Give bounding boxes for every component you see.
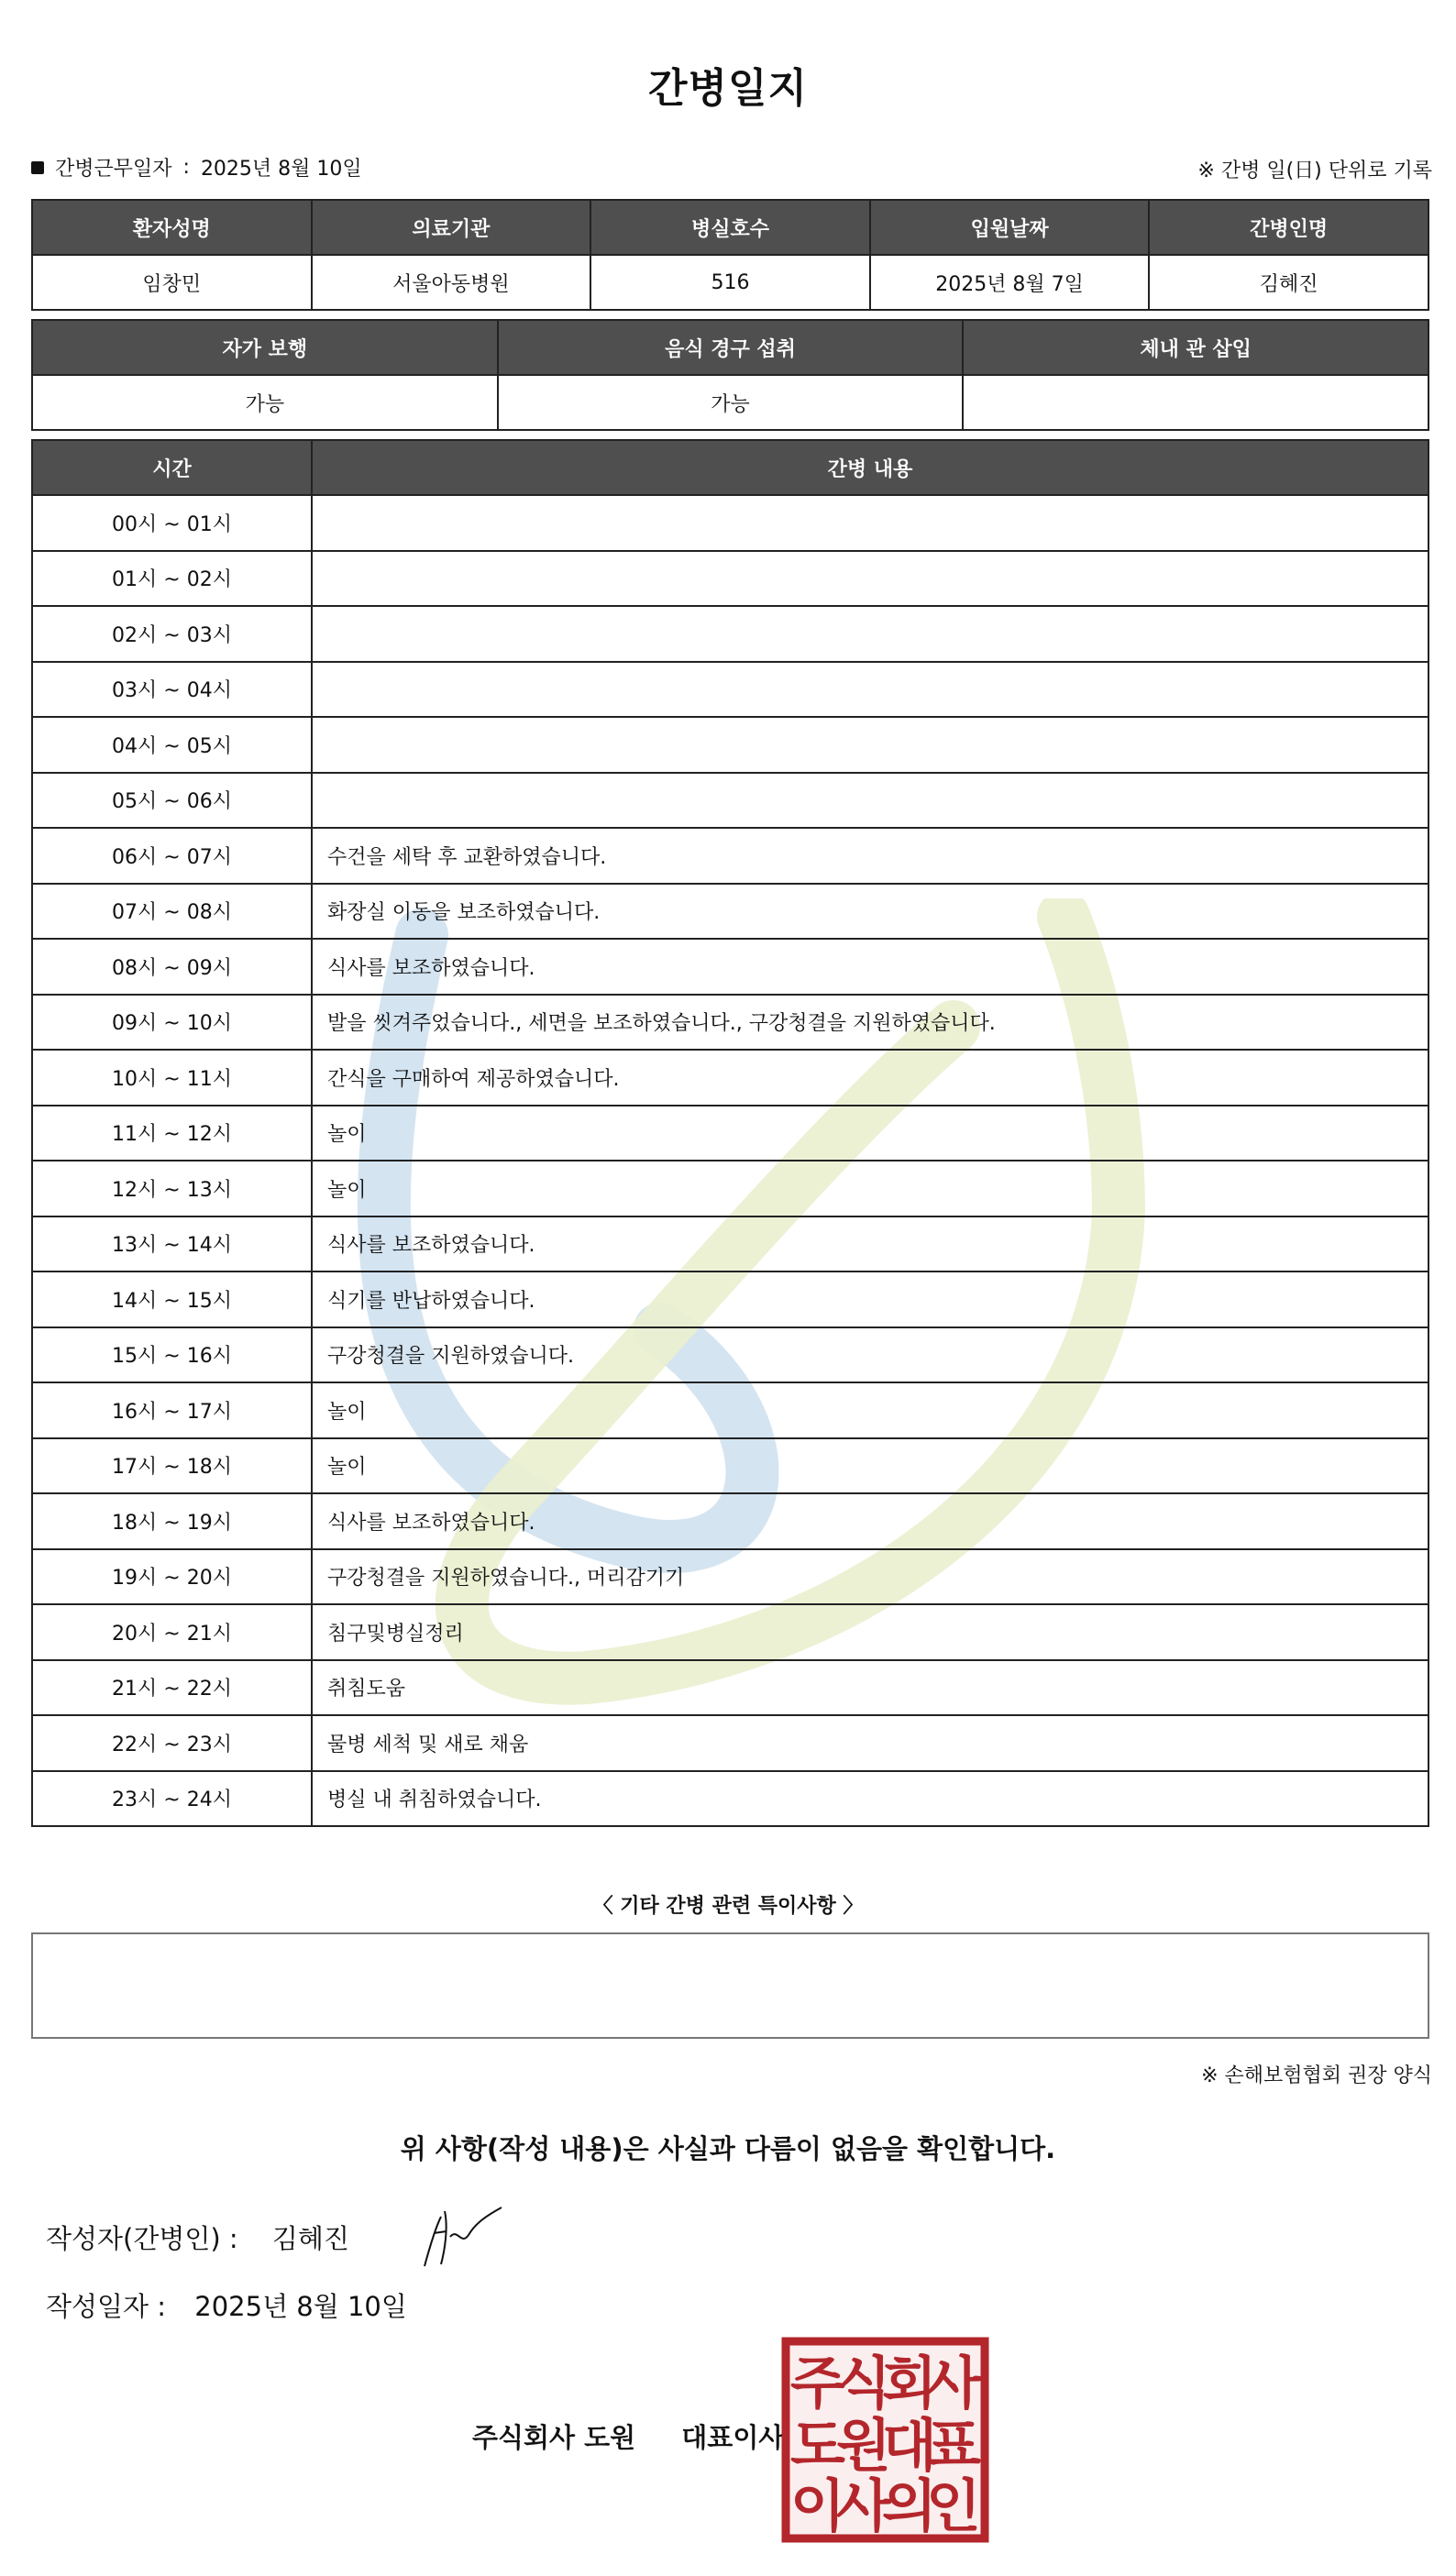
table-row [32, 995, 1428, 1051]
header-admission-date: 입원날짜 [870, 200, 1150, 255]
time-slot: 09시 ~ 10시 [32, 995, 312, 1051]
svg-text:식: 식 [836, 2350, 891, 2416]
written-date-label: 작성일자 : [46, 2291, 167, 2322]
care-content: 화장실 이동을 보조하였습니다. [312, 884, 1428, 940]
table-row [32, 606, 1428, 662]
document-title: 간병일지 [647, 65, 808, 112]
writer-label: 작성자(간병인) : [46, 2223, 238, 2254]
time-slot: 05시 ~ 06시 [32, 773, 312, 829]
table-row [32, 939, 1428, 995]
table-row [32, 884, 1428, 940]
care-content: 식사를 보조하였습니다. [312, 1216, 1428, 1272]
care-content [312, 773, 1428, 829]
table-row [32, 1106, 1428, 1161]
svg-text:표: 표 [926, 2412, 981, 2479]
tube-insertion-value [963, 375, 1428, 430]
svg-text:도: 도 [790, 2412, 845, 2479]
care-content: 발을 씻겨주었습니다., 세면을 보조하였습니다., 구강청결을 지원하였습니다. [312, 995, 1428, 1051]
header-oral-intake: 음식 경구 섭취 [498, 320, 964, 375]
caregiver-name: 김혜진 [1149, 255, 1428, 310]
care-content: 놀이 [312, 1382, 1428, 1438]
patient-info-table [31, 199, 1429, 311]
writer-row [46, 2218, 375, 2256]
care-content: 식기를 반납하였습니다. [312, 1271, 1428, 1327]
company-seal-stamp [781, 2337, 989, 2543]
care-content [312, 495, 1428, 551]
care-log-table [31, 439, 1429, 1827]
care-content [312, 717, 1428, 773]
table-row [32, 1161, 1428, 1216]
care-content [312, 662, 1428, 718]
time-slot: 23시 ~ 24시 [32, 1771, 312, 1827]
self-walking-value: 가능 [32, 375, 498, 430]
care-content [312, 551, 1428, 607]
admission-date: 2025년 8월 7일 [870, 255, 1150, 310]
care-content [312, 606, 1428, 662]
form-source-note: ※ 손해보험협회 권장 양식 [1201, 2064, 1432, 2087]
svg-text:대: 대 [882, 2412, 937, 2479]
care-content: 침구및병실정리 [312, 1604, 1428, 1660]
svg-text:사: 사 [926, 2350, 981, 2416]
table-row [32, 1327, 1428, 1383]
svg-text:이: 이 [790, 2472, 845, 2539]
time-slot: 18시 ~ 19시 [32, 1493, 312, 1549]
table-row [32, 773, 1428, 829]
table-row [32, 1438, 1428, 1494]
care-content: 구강청결을 지원하였습니다. [312, 1327, 1428, 1383]
table-row [32, 828, 1428, 884]
svg-text:사: 사 [836, 2472, 891, 2539]
table-row [32, 1050, 1428, 1106]
time-slot: 12시 ~ 13시 [32, 1161, 312, 1216]
time-slot: 19시 ~ 20시 [32, 1549, 312, 1605]
table-row [32, 662, 1428, 718]
header-caregiver-name: 간병인명 [1149, 200, 1428, 255]
care-content: 식사를 보조하였습니다. [312, 939, 1428, 995]
svg-text:인: 인 [926, 2472, 981, 2539]
time-slot: 02시 ~ 03시 [32, 606, 312, 662]
company-name: 주식회사 도원 [472, 2422, 636, 2453]
header-time: 시간 [32, 440, 312, 495]
table-row [32, 1493, 1428, 1549]
written-date-value: 2025년 8월 10일 [194, 2291, 407, 2322]
work-date-separator: : [182, 156, 190, 179]
table-row [32, 1382, 1428, 1438]
care-content: 병실 내 취침하였습니다. [312, 1771, 1428, 1827]
care-content: 취침도움 [312, 1660, 1428, 1716]
oral-intake-value: 가능 [498, 375, 964, 430]
header-self-walking: 자가 보행 [32, 320, 498, 375]
time-slot: 11시 ~ 12시 [32, 1106, 312, 1161]
time-slot: 22시 ~ 23시 [32, 1715, 312, 1771]
table-row [32, 1771, 1428, 1827]
header-hospital: 의료기관 [312, 200, 591, 255]
table-row [32, 1660, 1428, 1716]
care-content: 식사를 보조하였습니다. [312, 1493, 1428, 1549]
work-date-row [31, 153, 362, 182]
time-slot: 20시 ~ 21시 [32, 1604, 312, 1660]
time-slot: 07시 ~ 08시 [32, 884, 312, 940]
room-number: 516 [590, 255, 870, 310]
svg-text:의: 의 [882, 2472, 937, 2539]
svg-text:회: 회 [882, 2350, 937, 2416]
header-care-content: 간병 내용 [312, 440, 1428, 495]
writer-name: 김혜진 [271, 2223, 349, 2254]
confirmation-statement: 위 사항(작성 내용)은 사실과 다름이 없음을 확인합니다. [400, 2133, 1056, 2164]
table-row [32, 495, 1428, 551]
care-content: 구강청결을 지원하였습니다., 머리감기기 [312, 1549, 1428, 1605]
care-content: 물병 세척 및 새로 채움 [312, 1715, 1428, 1771]
time-slot: 00시 ~ 01시 [32, 495, 312, 551]
patient-status-table [31, 319, 1429, 431]
time-slot: 17시 ~ 18시 [32, 1438, 312, 1494]
care-content: 간식을 구매하여 제공하였습니다. [312, 1050, 1428, 1106]
care-content: 수건을 세탁 후 교환하였습니다. [312, 828, 1428, 884]
time-slot: 16시 ~ 17시 [32, 1382, 312, 1438]
time-slot: 14시 ~ 15시 [32, 1271, 312, 1327]
table-row [32, 1216, 1428, 1272]
table-row [32, 1549, 1428, 1605]
header-tube-insertion: 체내 관 삽입 [963, 320, 1428, 375]
header-room-number: 병실호수 [590, 200, 870, 255]
time-slot: 06시 ~ 07시 [32, 828, 312, 884]
bullet-square-icon [31, 161, 44, 174]
unit-note: ※ 간병 일(日) 단위로 기록 [1197, 160, 1432, 182]
written-date-row [46, 2286, 427, 2324]
time-slot: 13시 ~ 14시 [32, 1216, 312, 1272]
table-row [32, 1604, 1428, 1660]
time-slot: 01시 ~ 02시 [32, 551, 312, 607]
company-row [472, 2417, 821, 2455]
hospital-name: 서울아동병원 [312, 255, 591, 310]
time-slot: 21시 ~ 22시 [32, 1660, 312, 1716]
work-date-value: 2025년 8월 10일 [200, 158, 362, 181]
table-row [32, 717, 1428, 773]
care-content: 놀이 [312, 1161, 1428, 1216]
table-row [32, 1271, 1428, 1327]
special-notes-box [31, 1932, 1429, 2039]
time-slot: 08시 ~ 09시 [32, 939, 312, 995]
svg-text:원: 원 [836, 2412, 891, 2479]
care-log-rows [32, 495, 1428, 1826]
care-content: 놀이 [312, 1106, 1428, 1161]
header-patient-name: 환자성명 [32, 200, 312, 255]
table-row [32, 1715, 1428, 1771]
company-role: 대표이사 [681, 2422, 785, 2453]
time-slot: 04시 ~ 05시 [32, 717, 312, 773]
work-date-label: 간병근무일자 [55, 158, 172, 181]
time-slot: 10시 ~ 11시 [32, 1050, 312, 1106]
table-row [32, 551, 1428, 607]
svg-text:주: 주 [790, 2350, 845, 2416]
handwritten-signature [417, 2200, 509, 2273]
time-slot: 03시 ~ 04시 [32, 662, 312, 718]
time-slot: 15시 ~ 16시 [32, 1327, 312, 1383]
special-notes-title: 〈 기타 간병 관련 특이사항 〉 [592, 1895, 864, 1918]
patient-name: 임창민 [32, 255, 312, 310]
care-content: 놀이 [312, 1438, 1428, 1494]
